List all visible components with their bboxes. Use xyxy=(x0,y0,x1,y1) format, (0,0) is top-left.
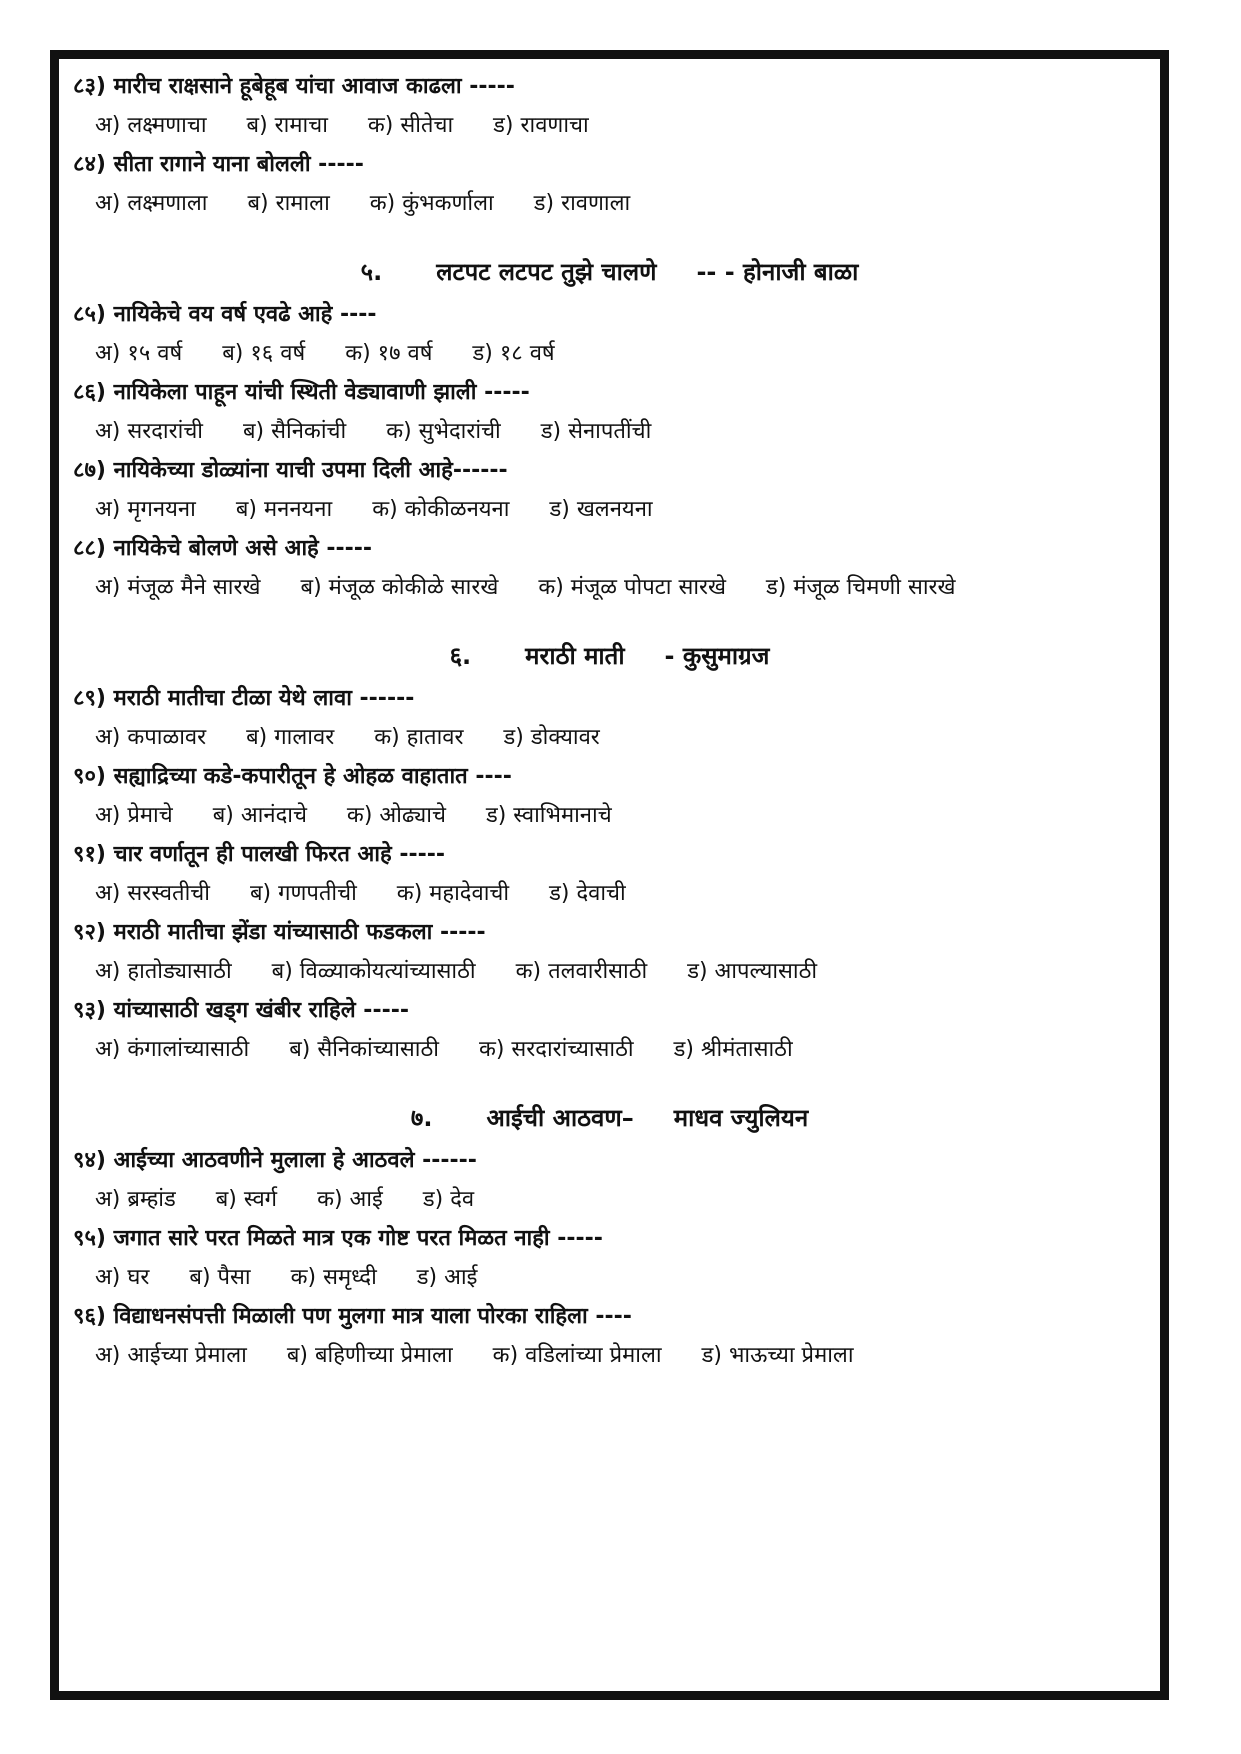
section-heading xyxy=(73,245,1146,299)
section-number: ५. xyxy=(360,258,383,286)
answer-option: ड) सेनापतींची xyxy=(540,419,652,444)
question-text: ८७) नायिकेच्या डोळ्यांना याची उपमा दिली आहे------ xyxy=(73,458,508,483)
answer-option: ब) सैनिकांची xyxy=(243,419,347,444)
answer-option: क) हातावर xyxy=(374,725,464,750)
question-text: ८८) नायिकेचे बोलणे असे आहे ----- xyxy=(73,536,373,561)
answer-option: ब) गालावर xyxy=(246,725,335,750)
answer-options xyxy=(73,793,1146,839)
question-text: ८३) मारीच राक्षसाने हूबेहूब यांचा आवाज काढला ----- xyxy=(73,74,515,99)
answer-option: क) महादेवाची xyxy=(396,881,510,906)
answer-option: ड) आई xyxy=(416,1265,478,1290)
answer-option: ड) स्वाभिमानाचे xyxy=(485,803,612,828)
answer-options xyxy=(73,331,1146,377)
answer-option: अ) कंगालांच्यासाठी xyxy=(95,1037,250,1062)
answer-options xyxy=(73,1027,1146,1073)
answer-option: ब) रामाचा xyxy=(246,113,328,138)
answer-option: अ) मंजूळ मैने सारखे xyxy=(95,575,261,600)
section-number: ६. xyxy=(449,642,472,670)
section-title: आईची आठवण– xyxy=(486,1104,634,1132)
answer-option: ड) खलनयना xyxy=(549,497,653,522)
answer-option: ड) श्रीमंतासाठी xyxy=(673,1037,793,1062)
section-heading xyxy=(73,1091,1146,1145)
answer-option: क) तलवारीसाठी xyxy=(515,959,648,984)
answer-option: क) ओढ्याचे xyxy=(346,803,446,828)
answer-option: अ) कपाळावर xyxy=(95,725,207,750)
answer-option: ब) बहिणीच्या प्रेमाला xyxy=(286,1343,453,1368)
answer-option: क) समृध्दी xyxy=(290,1265,377,1290)
answer-options xyxy=(73,1177,1146,1223)
question-text: ९३) यांच्यासाठी खड्ग खंबीर राहिले ----- xyxy=(73,998,409,1023)
section-author: माधव ज्युलियन xyxy=(673,1104,809,1132)
answer-options xyxy=(73,949,1146,995)
section-heading xyxy=(73,629,1146,683)
answer-options xyxy=(73,871,1146,917)
answer-options xyxy=(73,487,1146,533)
section-author: -- - होनाजी बाळा xyxy=(696,258,859,286)
answer-option: अ) लक्ष्मणाचा xyxy=(95,113,207,138)
question-text: ८६) नायिकेला पाहून यांची स्थिती वेड्यावाणी झाली ----- xyxy=(73,380,530,405)
answer-option: अ) सरस्वतीची xyxy=(95,881,210,906)
answer-option: क) सरदारांच्यासाठी xyxy=(478,1037,634,1062)
question-text: ९४) आईच्या आठवणीने मुलाला हे आठवले ------ xyxy=(73,1148,477,1173)
page-border xyxy=(50,50,1169,1700)
answer-option: क) १७ वर्ष xyxy=(345,341,433,366)
answer-option: अ) घर xyxy=(95,1265,150,1290)
question-text: ९५) जगात सारे परत मिळते मात्र एक गोष्ट परत मिळत नाही ----- xyxy=(73,1226,603,1251)
answer-option: अ) मृगनयना xyxy=(95,497,196,522)
section-title: मराठी माती xyxy=(525,642,625,670)
answer-option: ड) डोक्यावर xyxy=(503,725,600,750)
answer-option: ड) भाऊच्या प्रेमाला xyxy=(701,1343,854,1368)
question-text: ९०) सह्याद्रिच्या कडे-कपारीतून हे ओहळ वाहातात ---- xyxy=(73,764,512,789)
answer-option: ब) १६ वर्ष xyxy=(222,341,306,366)
worksheet-content xyxy=(73,71,1146,1379)
answer-option: क) कोकीळनयना xyxy=(372,497,510,522)
answer-option: क) वडिलांच्या प्रेमाला xyxy=(492,1343,662,1368)
answer-option: ब) रामाला xyxy=(247,191,330,216)
answer-option: ड) रावणाला xyxy=(533,191,631,216)
answer-option: ब) मननयना xyxy=(235,497,333,522)
answer-option: क) सीतेचा xyxy=(367,113,454,138)
answer-option: क) सुभेदारांची xyxy=(386,419,501,444)
answer-option: क) मंजूळ पोपटा सारखे xyxy=(538,575,727,600)
question-text: ९१) चार वर्णातून ही पालखी फिरत आहे ----- xyxy=(73,842,446,867)
answer-option: अ) ब्रम्हांड xyxy=(95,1187,176,1212)
answer-option: ड) १८ वर्ष xyxy=(472,341,555,366)
answer-option: क) आई xyxy=(317,1187,383,1212)
answer-options xyxy=(73,1333,1146,1379)
answer-options xyxy=(73,181,1146,227)
answer-option: ब) स्वर्ग xyxy=(215,1187,278,1212)
answer-option: अ) सरदारांची xyxy=(95,419,203,444)
answer-options xyxy=(73,715,1146,761)
answer-option: ब) विळ्याकोयत्यांच्यासाठी xyxy=(271,959,476,984)
answer-option: क) कुंभकर्णाला xyxy=(369,191,494,216)
answer-option: ब) आनंदाचे xyxy=(212,803,307,828)
answer-option: अ) प्रेमाचे xyxy=(95,803,173,828)
answer-option: अ) हातोड्यासाठी xyxy=(95,959,232,984)
answer-option: ड) आपल्यासाठी xyxy=(687,959,818,984)
question-text: ९२) मराठी मातीचा झेंडा यांच्यासाठी फडकला ----- xyxy=(73,920,486,945)
question-text: ८४) सीता रागाने याना बोलली ----- xyxy=(73,152,364,177)
answer-option: अ) लक्ष्मणाला xyxy=(95,191,208,216)
section-author: - कुसुमाग्रज xyxy=(664,642,770,670)
answer-option: ड) मंजूळ चिमणी सारखे xyxy=(766,575,956,600)
question-text: ९६) विद्याधनसंपत्ती मिळाली पण मुलगा मात्र याला पोरका राहिला ---- xyxy=(73,1304,632,1329)
answer-options xyxy=(73,409,1146,455)
answer-option: अ) आईच्या प्रेमाला xyxy=(95,1343,247,1368)
answer-option: ब) गणपतीची xyxy=(249,881,357,906)
answer-options xyxy=(73,565,1146,611)
answer-option: ड) रावणाचा xyxy=(493,113,589,138)
answer-option: ब) पैसा xyxy=(189,1265,251,1290)
answer-options xyxy=(73,103,1146,149)
question-text: ८९) मराठी मातीचा टीळा येथे लावा ------ xyxy=(73,686,415,711)
answer-option: ड) देव xyxy=(422,1187,475,1212)
answer-option: ब) सैनिकांच्यासाठी xyxy=(289,1037,439,1062)
answer-option: ब) मंजूळ कोकीळे सारखे xyxy=(300,575,499,600)
section-title: लटपट लटपट तुझे चालणे xyxy=(436,258,657,286)
answer-option: ड) देवाची xyxy=(549,881,626,906)
question-text: ८५) नायिकेचे वय वर्ष एवढे आहे ---- xyxy=(73,302,377,327)
answer-options xyxy=(73,1255,1146,1301)
answer-option: अ) १५ वर्ष xyxy=(95,341,183,366)
section-number: ७. xyxy=(410,1104,433,1132)
